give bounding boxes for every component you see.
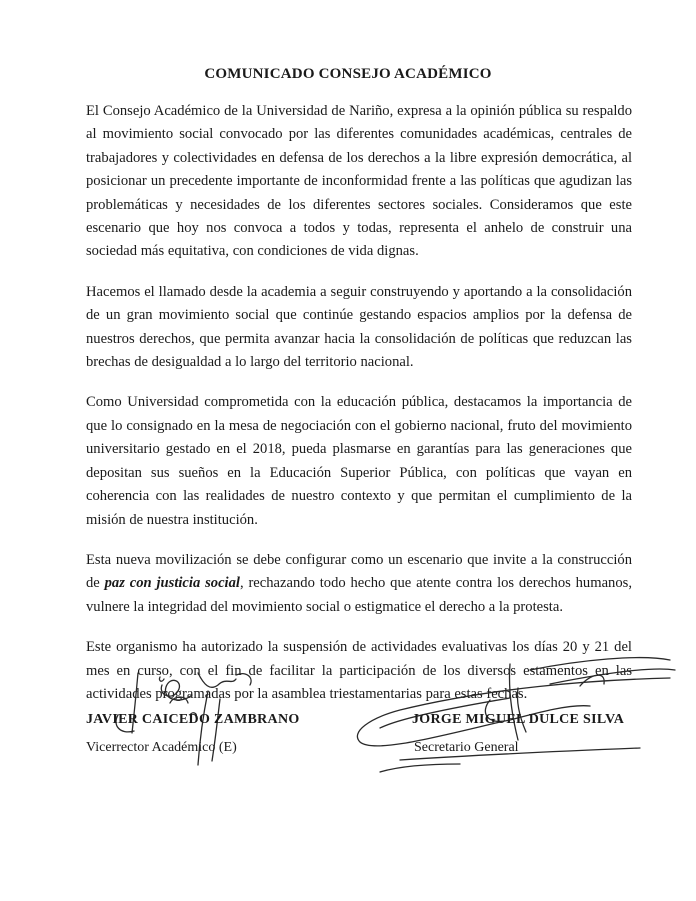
left-signatory-role: Vicerrector Académico (E) — [86, 740, 237, 755]
document-title: COMUNICADO CONSEJO ACADÉMICO — [204, 66, 492, 82]
left-signatory — [86, 712, 300, 756]
right-signatory-name: JORGE MIGUEL DULCE SILVA — [412, 712, 625, 727]
paragraph-1: El Consejo Académico de la Universidad de Nariño, expresa a la opinión pública su respaldo al movimiento social convocado por las diferentes comunidades académicas, centrales de trabajadores y colectividades en defensa de los derechos a la libre expresión democrática, al posicionar un precedente importante de inconformidad frente a las políticas que agudizan las problemáticas y necesidades de los diferentes sectores sociales. Consideramos que este escenario que hoy nos convoca a todos y todas, representa el anhelo de construir una sociedad más equitativa, con condiciones de vida dignas. — [86, 103, 632, 260]
right-signatory-role: Secretario General — [414, 740, 519, 755]
document-body — [86, 100, 632, 723]
paragraph-4 — [86, 549, 632, 619]
paragraph-5: Este organismo ha autorizado la suspensión de actividades evaluativas los días 20 y 21 del mes en curso, con el fin de facilitar la participación de los diversos estamentos en las actividades programadas por la asamblea triestamentarias para estas fechas. — [86, 639, 632, 702]
paragraph-2: Hacemos el llamado desde la academia a seguir construyendo y aportando a la consolidación de un gran movimiento social que continúe gestando espacios amplios por la defensa de nuestros derechos, que permita avanzar hacia la consolidación de políticas que reduzcan las brechas de desigualdad a lo largo del territorio nacional. — [86, 283, 632, 371]
paragraph-4-text-end: , rechazando todo hecho que atente contra los derechos humanos, vulnere la integridad del movimiento social o estigmatice el derecho a la protesta. — [86, 575, 632, 615]
paragraph-3: Como Universidad comprometida con la educación pública, destacamos la importancia de que lo consignado en la mesa de negociación con el gobierno nacional, fruto del movimiento universitario gestado en el 2018, pueda plasmarse en garantías para las generaciones que depositan sus sueños en la Educación Superior Pública, con políticas que vayan en coherencia con las realidades de nuestro contexto y que permitan el cumplimiento de la misión de nuestra institución. — [86, 394, 632, 528]
paragraph-4-emphasis: paz con justicia social — [104, 575, 240, 592]
left-signatory-name: JAVIER CAICEDO ZAMBRANO — [86, 712, 300, 727]
right-signatory — [412, 712, 624, 756]
paragraph-4-text-start: Esta nueva movilización se debe configurar como un escenario que invite a la construcción de — [86, 551, 632, 592]
